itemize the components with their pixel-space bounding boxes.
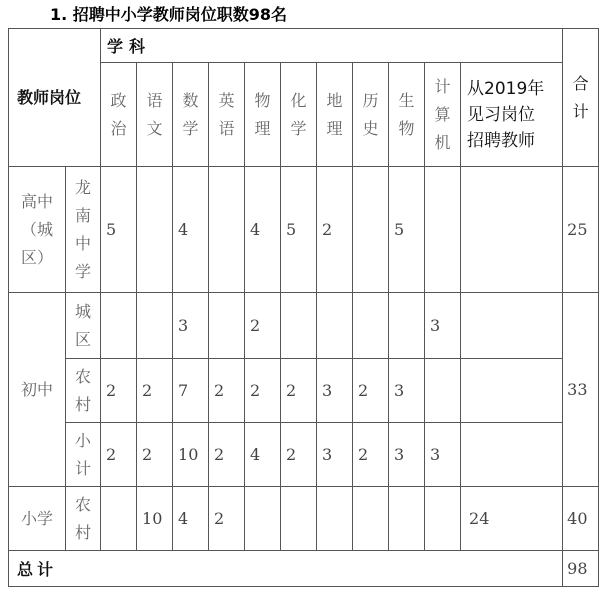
table-row xyxy=(9,487,599,551)
special-value-cell xyxy=(461,293,563,359)
group-label-line: 高中 xyxy=(20,191,53,211)
sub-label xyxy=(66,363,100,419)
subject-label-line: 史 xyxy=(362,118,379,138)
subject-label xyxy=(137,87,172,143)
subject-group-header xyxy=(101,29,563,63)
sub-label-line: 龙 xyxy=(75,177,92,197)
subject-label-line: 理 xyxy=(326,118,343,138)
value-cell: 3 xyxy=(389,359,425,423)
subject-label-line: 政 xyxy=(110,90,127,110)
subject-label-line: 治 xyxy=(110,118,127,138)
group-label xyxy=(9,188,65,272)
value-cell xyxy=(245,487,281,551)
sub-label xyxy=(66,298,100,354)
group-total-cell: 33 xyxy=(563,293,599,487)
value-cell: 2 xyxy=(317,167,353,293)
subject-label-line: 理 xyxy=(254,118,271,138)
subject-label xyxy=(317,87,352,143)
value-cell xyxy=(389,487,425,551)
subject-header-cell xyxy=(353,63,389,167)
header-row-1 xyxy=(9,29,599,63)
value-cell: 3 xyxy=(317,423,353,487)
group-label-line: 小学 xyxy=(20,508,53,528)
value-cell xyxy=(389,293,425,359)
subject-header-cell xyxy=(281,63,317,167)
subject-label-line: 算 xyxy=(434,104,451,124)
subject-header-cell xyxy=(101,63,137,167)
grand-total-value: 98 xyxy=(563,551,599,587)
subject-label xyxy=(425,73,460,157)
group-label-cell xyxy=(9,293,66,487)
value-cell: 2 xyxy=(209,359,245,423)
subject-header-cell xyxy=(425,63,461,167)
value-cell xyxy=(317,487,353,551)
subject-label-line: 地 xyxy=(326,90,343,110)
special-value-cell xyxy=(461,423,563,487)
value-cell: 2 xyxy=(101,423,137,487)
subject-label-line: 生 xyxy=(398,90,415,110)
subject-label-line: 化 xyxy=(290,90,307,110)
corner-label: 教师岗位 xyxy=(17,87,82,107)
special-column-line: 从2019年 xyxy=(467,78,545,99)
subject-label-line: 物 xyxy=(254,90,271,110)
special-column-header xyxy=(461,63,563,167)
subject-label xyxy=(245,87,280,143)
special-value-cell xyxy=(461,167,563,293)
value-cell: 4 xyxy=(173,167,209,293)
value-cell xyxy=(101,487,137,551)
group-label xyxy=(9,505,65,533)
subject-label-line: 计 xyxy=(434,76,451,96)
subject-label xyxy=(281,87,316,143)
grand-total-label: 总计 xyxy=(17,560,58,579)
value-cell: 3 xyxy=(425,423,461,487)
subject-label xyxy=(101,87,136,143)
subject-label xyxy=(389,87,424,143)
value-cell xyxy=(281,487,317,551)
value-cell: 5 xyxy=(101,167,137,293)
value-cell: 4 xyxy=(245,167,281,293)
sub-label-line: 区 xyxy=(75,329,92,349)
subject-label xyxy=(353,87,388,143)
value-cell: 3 xyxy=(317,359,353,423)
value-cell: 7 xyxy=(173,359,209,423)
subject-header-cell xyxy=(317,63,353,167)
sub-label-cell xyxy=(66,487,101,551)
subject-label xyxy=(173,87,208,143)
recruitment-table xyxy=(8,28,599,587)
subject-header-cell xyxy=(173,63,209,167)
sub-label-line: 村 xyxy=(75,394,92,414)
value-cell xyxy=(425,487,461,551)
sub-label xyxy=(66,174,100,286)
grand-total-label-cell xyxy=(9,551,563,587)
value-cell: 10 xyxy=(137,487,173,551)
sub-label-cell xyxy=(66,423,101,487)
table-row xyxy=(9,167,599,293)
value-cell xyxy=(209,167,245,293)
subject-label-line: 历 xyxy=(362,90,379,110)
total-column-label-line: 计 xyxy=(572,101,589,121)
special-column-label xyxy=(461,76,562,154)
subject-label-line: 英 xyxy=(218,90,235,110)
value-cell: 2 xyxy=(245,359,281,423)
subject-label-line: 学 xyxy=(290,118,307,138)
subject-label-line: 物 xyxy=(398,118,415,138)
group-total-cell: 25 xyxy=(563,167,599,293)
subject-label-line: 学 xyxy=(182,118,199,138)
value-cell: 5 xyxy=(281,167,317,293)
value-cell: 4 xyxy=(245,423,281,487)
total-column-header xyxy=(563,29,599,167)
group-total-cell: 40 xyxy=(563,487,599,551)
subject-header-cell xyxy=(389,63,425,167)
value-cell: 2 xyxy=(137,359,173,423)
special-column-line: 见习岗位 xyxy=(467,104,536,125)
group-label-line: （城 xyxy=(20,219,53,239)
value-cell: 3 xyxy=(389,423,425,487)
sub-label xyxy=(66,427,100,483)
value-cell xyxy=(137,167,173,293)
sub-label-line: 中 xyxy=(75,233,92,253)
subject-header-cell xyxy=(245,63,281,167)
value-cell xyxy=(353,293,389,359)
value-cell: 10 xyxy=(173,423,209,487)
subject-label-line: 语 xyxy=(146,90,163,110)
value-cell: 5 xyxy=(389,167,425,293)
sub-label-line: 农 xyxy=(75,494,92,514)
subject-header-cell xyxy=(209,63,245,167)
value-cell: 4 xyxy=(173,487,209,551)
value-cell xyxy=(425,359,461,423)
sub-label-line: 南 xyxy=(75,205,92,225)
subject-label xyxy=(209,87,244,143)
value-cell: 3 xyxy=(425,293,461,359)
value-cell: 2 xyxy=(245,293,281,359)
table-row xyxy=(9,423,599,487)
group-label xyxy=(9,376,65,404)
group-label-line: 初中 xyxy=(20,379,53,399)
value-cell xyxy=(281,293,317,359)
total-column-label xyxy=(563,70,598,126)
subject-header-cell xyxy=(137,63,173,167)
sub-label-cell xyxy=(66,293,101,359)
sub-label-line: 计 xyxy=(75,458,92,478)
value-cell: 2 xyxy=(281,359,317,423)
value-cell: 2 xyxy=(209,487,245,551)
sub-label-cell xyxy=(66,359,101,423)
sub-label xyxy=(66,491,100,547)
table-row xyxy=(9,359,599,423)
sub-label-line: 小 xyxy=(75,430,92,450)
value-cell xyxy=(425,167,461,293)
total-column-label-line: 合 xyxy=(572,73,589,93)
value-cell xyxy=(101,293,137,359)
subject-label-line: 文 xyxy=(146,118,163,138)
value-cell xyxy=(209,293,245,359)
grand-total-row xyxy=(9,551,599,587)
group-label-line: 区） xyxy=(20,247,53,267)
group-label-cell xyxy=(9,487,66,551)
group-label-cell xyxy=(9,167,66,293)
value-cell: 2 xyxy=(281,423,317,487)
subject-group-label: 学科 xyxy=(107,37,152,56)
sub-label-line: 农 xyxy=(75,366,92,386)
value-cell xyxy=(317,293,353,359)
special-column-line: 招聘教师 xyxy=(467,130,536,151)
sub-label-cell xyxy=(66,167,101,293)
value-cell: 2 xyxy=(353,423,389,487)
page-title: 1. 招聘中小学教师岗位职数98名 xyxy=(50,5,288,24)
value-cell: 2 xyxy=(137,423,173,487)
subject-label-line: 数 xyxy=(182,90,199,110)
sub-label-line: 学 xyxy=(75,261,92,281)
corner-header-cell xyxy=(9,29,101,167)
table-row xyxy=(9,293,599,359)
sub-label-line: 城 xyxy=(75,301,92,321)
value-cell: 2 xyxy=(209,423,245,487)
value-cell xyxy=(353,167,389,293)
special-value-cell xyxy=(461,359,563,423)
special-value-cell: 24 xyxy=(461,487,563,551)
value-cell: 2 xyxy=(101,359,137,423)
value-cell xyxy=(137,293,173,359)
sub-label-line: 村 xyxy=(75,522,92,542)
value-cell: 2 xyxy=(353,359,389,423)
value-cell: 3 xyxy=(173,293,209,359)
value-cell xyxy=(353,487,389,551)
subject-label-line: 语 xyxy=(218,118,235,138)
subject-label-line: 机 xyxy=(434,132,451,152)
